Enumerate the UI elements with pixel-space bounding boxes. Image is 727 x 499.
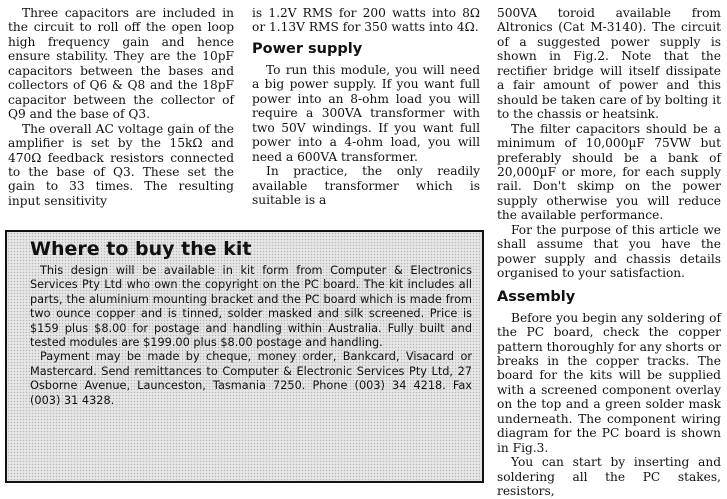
paragraph-assumption: For the purpose of this article we shall assume that you have the power supply and chassis details organised to your satisfaction. — [497, 222, 721, 281]
kit-box-title: Where to buy the kit — [30, 238, 252, 260]
paragraph-filter-capacitors: The filter capacitors should be a minimum of 10,000µF 75VW but preferably should be a bank of 20,000µF or more, for each supply rail. Don't skimp on the power supply otherwise you will reduce the available performance. — [497, 121, 721, 223]
text-column-2 — [252, 6, 480, 207]
paragraph-pc-stakes: You can start by inserting and soldering all the PC stakes, resistors, — [497, 455, 721, 499]
paragraph-check-copper: Before you begin any soldering of the PC board, check the copper pattern thoroughly for any shorts or breaks in the copper tracks. The board for the kits will be supplied with a screened component overlay on the top and a green solder mask underneath. The component wiring diagram for the PC board is shown in Fig.3. — [497, 310, 721, 455]
paragraph-toroid-continued: 500VA toroid available from Altronics (Cat M-3140). The circuit of a suggested power supply is shown in Fig.2. Note that the rectifier bridge will itself dissipate a fair amount of power and this should be taken care of by bolting it to the chassis or heatsink. — [497, 6, 721, 122]
paragraph-transformer: To run this module, you will need a big power supply. If you want full power into an 8-ohm load you will require a 300VA transformer with two 50V windings. If you want full power into a 4-ohm load, you will need a 600VA transformer. — [252, 62, 480, 164]
heading-assembly: Assembly — [497, 288, 576, 305]
where-to-buy-box — [5, 230, 484, 483]
kit-box-description: This design will be available in kit form from Computer & Electronics Services Pty Ltd who own the copyright on the PC board. The kit includes all parts, the aluminium mounting bracket and the PC board which is made from two ounce copper and is tinned, solder masked and silk screened. Price is $159 plus $8.00 for postage and handling within Australia. Fully built and tested modules are $199.00 plus $8.00 postage and handling. — [30, 264, 472, 350]
heading-power-supply: Power supply — [252, 40, 363, 57]
paragraph-practice: In practice, the only readily available transformer which is suitable is a — [252, 164, 480, 207]
text-column-1 — [8, 6, 234, 208]
kit-box-payment: Payment may be made by cheque, money order, Bankcard, Visacard or Mastercard. Send remittances to Computer & Electronic Services Pty Ltd, 27 Osborne Avenue, Launceston, Tasmania 7250. Phone (003) 34 4218. Fax (003) 31 4328. — [30, 350, 472, 407]
paragraph-voltage-gain: The overall AC voltage gain of the amplifier is set by the 15kΩ and 470Ω feedback resistors connected to the base of Q3. These set the gain to 33 times. The resulting input sensitivity — [8, 121, 234, 208]
paragraph-sensitivity-continued: is 1.2V RMS for 200 watts into 8Ω or 1.13V RMS for 350 watts into 4Ω. — [252, 6, 480, 35]
text-column-3 — [497, 6, 721, 499]
paragraph-stability: Three capacitors are included in the circuit to roll off the open loop high frequency gain and hence ensure stability. They are the 10pF capacitors between the bases and collectors of Q6 & Q8 and the 18pF capacitor between the collector of Q9 and the base of Q3. — [8, 6, 234, 122]
